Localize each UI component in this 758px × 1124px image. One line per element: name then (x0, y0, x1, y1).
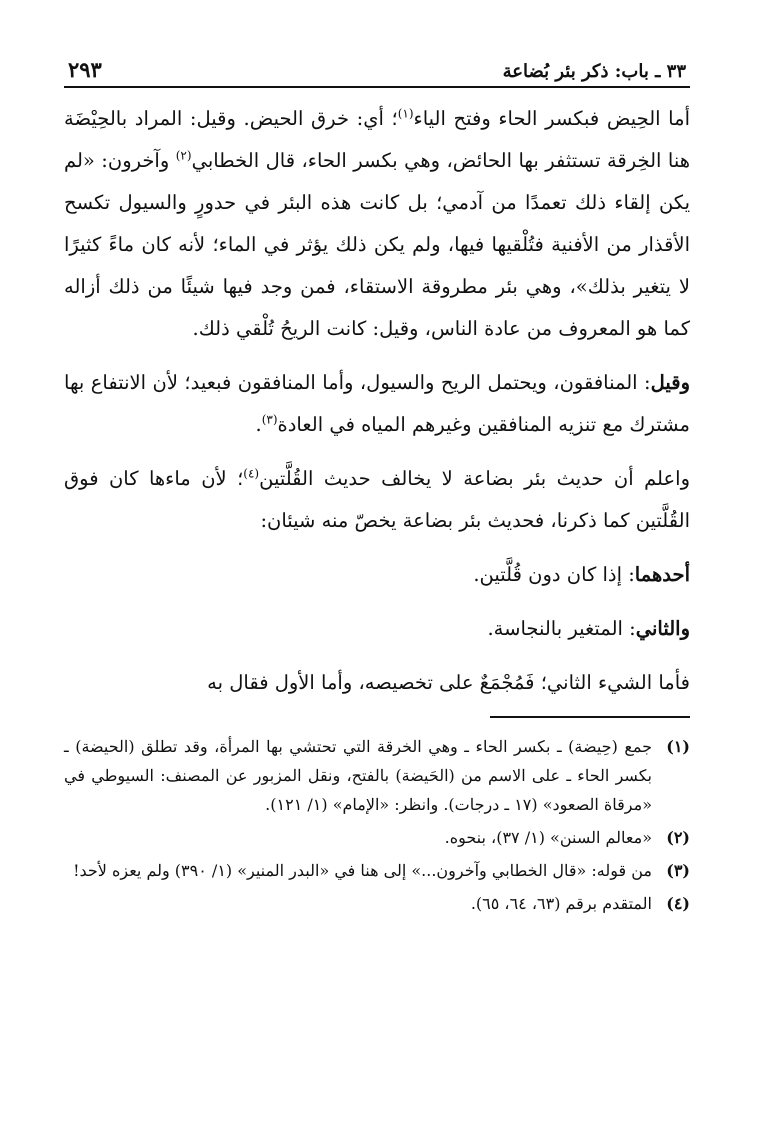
keyword: وقيل (650, 371, 690, 394)
footnotes (64, 732, 690, 918)
footnote-item (64, 732, 690, 819)
keyword: والثاني (635, 617, 690, 640)
footnote-separator (490, 716, 690, 718)
paragraph-text: : المتغير بالنجاسة. (487, 617, 636, 640)
footnote-item (64, 823, 690, 852)
footnote-marker[interactable]: (٤) (243, 466, 260, 481)
footnote-text: جمع (حِيضة) ـ بكسر الحاء ـ وهي الخرقة التي تحتشي بها المرأة، وقد تطلق (الحيضة) ـ بكسر الحاء ـ على الاسم من (الحَيضة) بالفتح، ونقل المزبور عن المصنف: السيوطي في «مرقاة الصعود» (١٧ ـ درجات). وانظر: «الإمام» (١/ ١٢١). (64, 737, 652, 814)
paragraph-hayd (64, 98, 690, 350)
footnote-text: المتقدم برقم (٦٣، ٦٤، ٦٥). (470, 894, 652, 913)
page-header (64, 42, 690, 88)
paragraph-qullatayn (64, 458, 690, 542)
keyword: أحدهما (634, 563, 690, 586)
footnote-item (64, 889, 690, 918)
paragraph-text: فأما الشيء الثاني؛ فَمُجْمَعٌ على تخصيصه، وأما الأول فقال به (207, 671, 690, 694)
paragraph-text: أما الحِيض فبكسر الحاء وفتح الياء (413, 107, 690, 130)
paragraph-text: : إذا كان دون قُلَّتين. (473, 563, 635, 586)
paragraph-text: وآخرون: «لم يكن إلقاء ذلك تعمدًا من آدمي؛ بل كانت هذه البئر في حدورٍ والسيول تكسح الأقذار من الأفنية فتُلْقيها فيها، ولم يكن ذلك يؤثر في الماء؛ لأنه كان ماءً كثيرًا لا يتغير بذلك»، وهي بئر مطروقة الاستقاء، فمن وجد فيها شيئًا من ذلك أزاله كما هو المعروف من عادة الناس، وقيل: كانت الريحُ تُلْقي ذلك. (64, 149, 690, 340)
paragraph-text: ؛ أي: خرق الحيض. وقيل: المراد بالحِيْضَة هنا الخِرقة تستثفر بها الحائض، وهي بكسر الحاء، قال الخطابي (64, 107, 690, 172)
footnote-number: (٤) (666, 894, 690, 913)
page-number: ٢٩٣ (68, 57, 102, 82)
footnote-marker[interactable]: (١) (397, 106, 414, 121)
footnote-number: (١) (666, 737, 690, 756)
footnote-text: من قوله: «قال الخطابي وآخرون...» إلى هنا في «البدر المنير» (١/ ٣٩٠) ولم يعزه لأحد! (73, 861, 652, 880)
footnote-text: «معالم السنن» (١/ ٣٧)، بنحوه. (444, 828, 652, 847)
chapter-title: ٣٣ ـ باب: ذكر بئر بُضاعة (502, 61, 686, 82)
paragraph-first (64, 554, 690, 596)
paragraph-text: . (255, 413, 262, 436)
paragraph-munafiqun (64, 362, 690, 446)
paragraph-text: : المنافقون، ويحتمل الريح والسيول، وأما المنافقون فبعيد؛ لأن الانتفاع بها مشترك مع تنزيه المنافقين وغيرهم المياه في العادة (64, 371, 690, 436)
paragraph-text: واعلم أن حديث بئر بضاعة لا يخالف حديث القُلَّتين (259, 467, 690, 490)
footnote-number: (٢) (666, 828, 690, 847)
footnote-marker[interactable]: (٢) (175, 148, 192, 163)
paragraph-text: ؛ لأن ماءها كان فوق القُلَّتين كما ذكرنا، فحديث بئر بضاعة يخصّ منه شيئان: (64, 467, 690, 532)
footnote-marker[interactable]: (٣) (261, 412, 278, 427)
paragraph-second (64, 608, 690, 650)
footnote-item (64, 856, 690, 885)
main-text (64, 98, 690, 704)
paragraph-conclusion (64, 662, 690, 704)
footnote-number: (٣) (666, 861, 690, 880)
